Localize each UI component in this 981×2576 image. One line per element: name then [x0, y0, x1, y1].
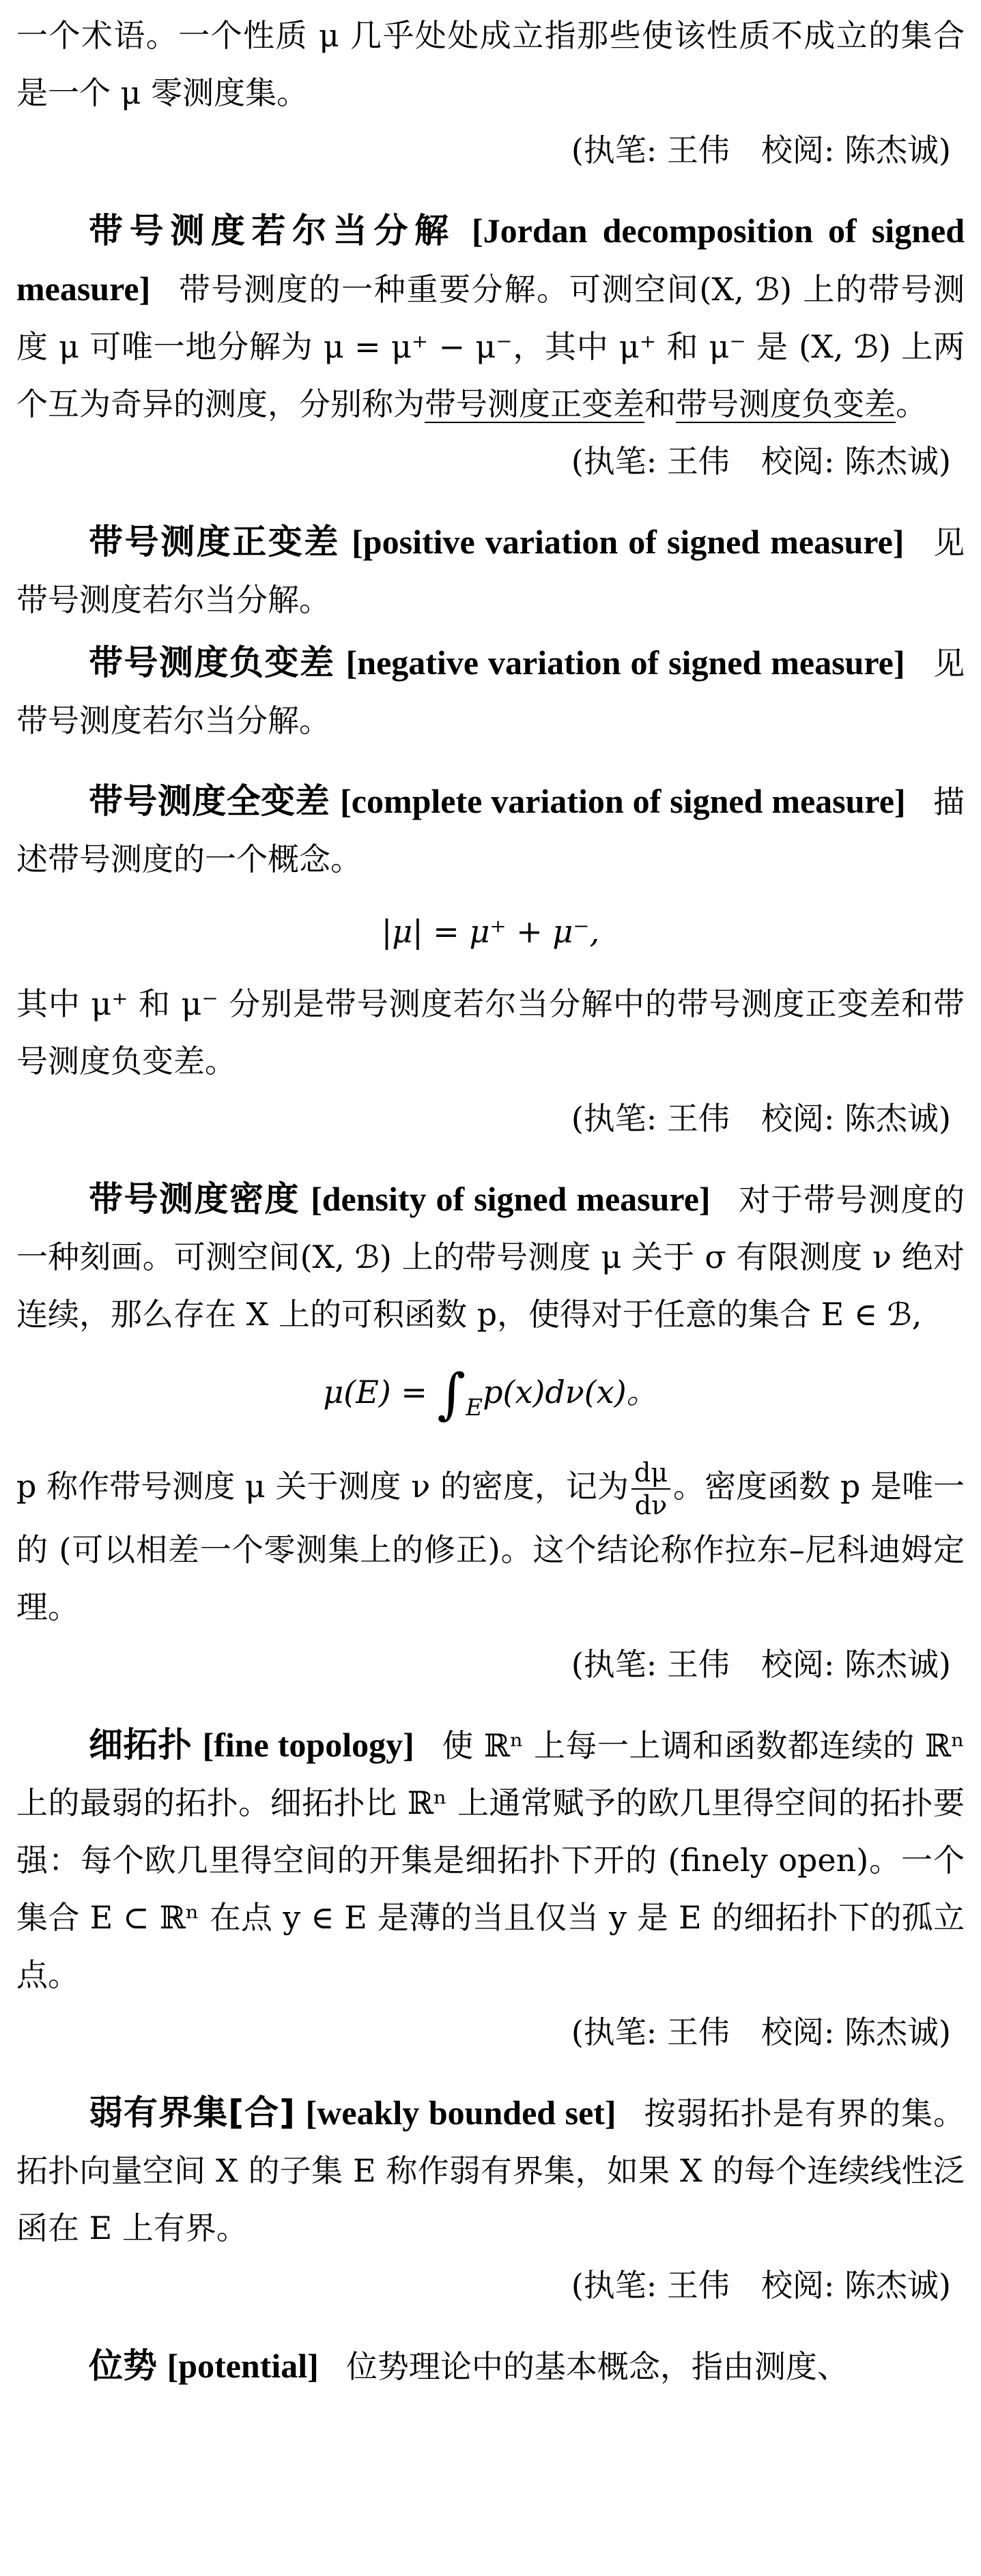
credit-author: (执笔: 王伟 [571, 132, 730, 169]
entry-term: 带号测度正变差 [89, 522, 340, 562]
entry-english: [Jordan decomposition of signed measure] [16, 212, 965, 308]
integral-domain: E [466, 1394, 483, 1421]
entry-positive-variation [16, 513, 965, 628]
entry-english: [potential] [167, 2347, 319, 2385]
entry-text: 对于带号测度的一种刻画。可测空间(X, ℬ) 上的带号测度 μ 关于 σ 有限测度 ν 绝对连续，那么存在 X 上的可积函数 p，使得对于任意的集合 E ∈ ℬ, [16, 1181, 965, 1333]
complete-variation-formula: |μ| = μ⁺ + μ⁻, [381, 913, 600, 950]
density-credit [16, 1636, 965, 1693]
entry-weakly-bounded-set [16, 2084, 965, 2257]
credit-author: (执笔: 王伟 [571, 1646, 730, 1683]
conjunction: 和 [644, 386, 676, 422]
formula-right: p(x)dν(x)。 [483, 1374, 658, 1410]
credit-reviewer: 校阅: 陈杰诚) [760, 2014, 951, 2051]
credit-reviewer: 校阅: 陈杰诚) [760, 1646, 951, 1683]
entry-complete-variation [16, 772, 965, 888]
density-text-a: p 称作带号测度 μ 关于测度 ν 的密度，记为 [16, 1468, 629, 1505]
entry-text: 描述带号测度的一个概念。 [16, 783, 965, 878]
credit-reviewer: 校阅: 陈杰诚) [760, 443, 951, 480]
credit-reviewer: 校阅: 陈杰诚) [760, 1100, 951, 1137]
entry-density [16, 1170, 965, 1343]
density-text-b: 。密度函数 p 是唯一的 (可以相差一个零测集上的修正)。这个结论称作拉东–尼科迪姆定理。 [16, 1468, 965, 1625]
complete-variation-text: 其中 μ⁺ 和 μ⁻ 分别是带号测度若尔当分解中的带号测度正变差和带号测度负变差。 [16, 985, 965, 1080]
entry-english: [density of signed measure] [311, 1180, 711, 1218]
entry-fine-topology [16, 1716, 965, 2003]
entry-text: 带号测度的一种重要分解。可测空间(X, ℬ) 上的带号测度 μ 可唯一地分解为 μ = μ⁺ − μ⁻，其中 μ⁺ 和 μ⁻ 是 (X, ℬ) 上两个互为奇异的测度，分别称为 [16, 271, 965, 422]
entry-term: 带号测度密度 [89, 1179, 300, 1219]
credit-author: (执笔: 王伟 [571, 1100, 730, 1137]
entry-term: 弱有界集[合] [89, 2093, 295, 2132]
entry-english: [positive variation of signed measure] [352, 523, 905, 561]
entry-term: 细拓扑 [89, 1725, 193, 1765]
fraction-numerator: dμ [631, 1457, 670, 1490]
entry-english: [weakly bounded set] [305, 2094, 616, 2132]
formula-left: μ(E) = [323, 1374, 438, 1410]
entry-term: 带号测度负变差 [89, 643, 335, 682]
credit-author: (执笔: 王伟 [571, 2267, 730, 2304]
entry-term: 带号测度若尔当分解 [89, 211, 455, 250]
cross-ref-negative-variation[interactable]: 带号测度负变差 [676, 386, 896, 422]
sentence-end: 。 [896, 386, 927, 422]
cross-ref-positive-variation[interactable]: 带号测度正变差 [425, 386, 644, 422]
credit-author: (执笔: 王伟 [571, 2014, 730, 2051]
fraction-denominator: dν [634, 1490, 668, 1520]
entry-jordan-decomposition [16, 202, 965, 433]
entry-term: 位势 [89, 2346, 157, 2386]
entry-english: [complete variation of signed measure] [340, 782, 906, 820]
integral-sign: ∫ [437, 1362, 466, 1426]
fine-credit [16, 2003, 965, 2061]
intro-paragraph: 一个术语。一个性质 μ 几乎处处成立指那些使该性质不成立的集合是一个 μ 零测度集。 [16, 17, 965, 111]
jordan-credit [16, 433, 965, 490]
entry-text: 见带号测度若尔当分解。 [16, 524, 965, 618]
complete-credit [16, 1090, 965, 1147]
entry-term: 带号测度全变差 [89, 781, 330, 821]
credit-reviewer: 校阅: 陈杰诚) [760, 132, 951, 169]
radon-nikodym-fraction [631, 1457, 670, 1521]
entry-english: [fine topology] [202, 1726, 414, 1764]
entry-english: [negative variation of signed measure] [345, 643, 905, 682]
entry-text: 使 ℝⁿ 上每一上调和函数都连续的 ℝⁿ 上的最弱的拓扑。细拓扑比 ℝⁿ 上通常赋予的欧几里得空间的拓扑要强：每个欧几里得空间的开集是细拓扑下开的 (finely open)。一个集合 E ⊂ ℝⁿ 在点 y ∈ E 是薄的当且仅当 y 是 E 的细拓扑下的孤立点。 [16, 1727, 965, 1993]
weakly-credit [16, 2257, 965, 2314]
entry-text: 见带号测度若尔当分解。 [16, 645, 965, 739]
density-text-after [16, 1457, 965, 1636]
entry-text: 位势理论中的基本概念，指由测度、 [345, 2348, 849, 2385]
credit-reviewer: 校阅: 陈杰诚) [760, 2267, 951, 2304]
entry-text: 按弱拓扑是有界的集。拓扑向量空间 X 的子集 E 称作弱有界集，如果 X 的每个连续线性泛函在 E 上有界。 [16, 2095, 965, 2246]
entry-potential [16, 2337, 965, 2395]
density-formula [16, 1363, 965, 1436]
credit-author: (执笔: 王伟 [571, 443, 730, 480]
intro-credit [16, 121, 965, 179]
entry-negative-variation [16, 634, 965, 749]
